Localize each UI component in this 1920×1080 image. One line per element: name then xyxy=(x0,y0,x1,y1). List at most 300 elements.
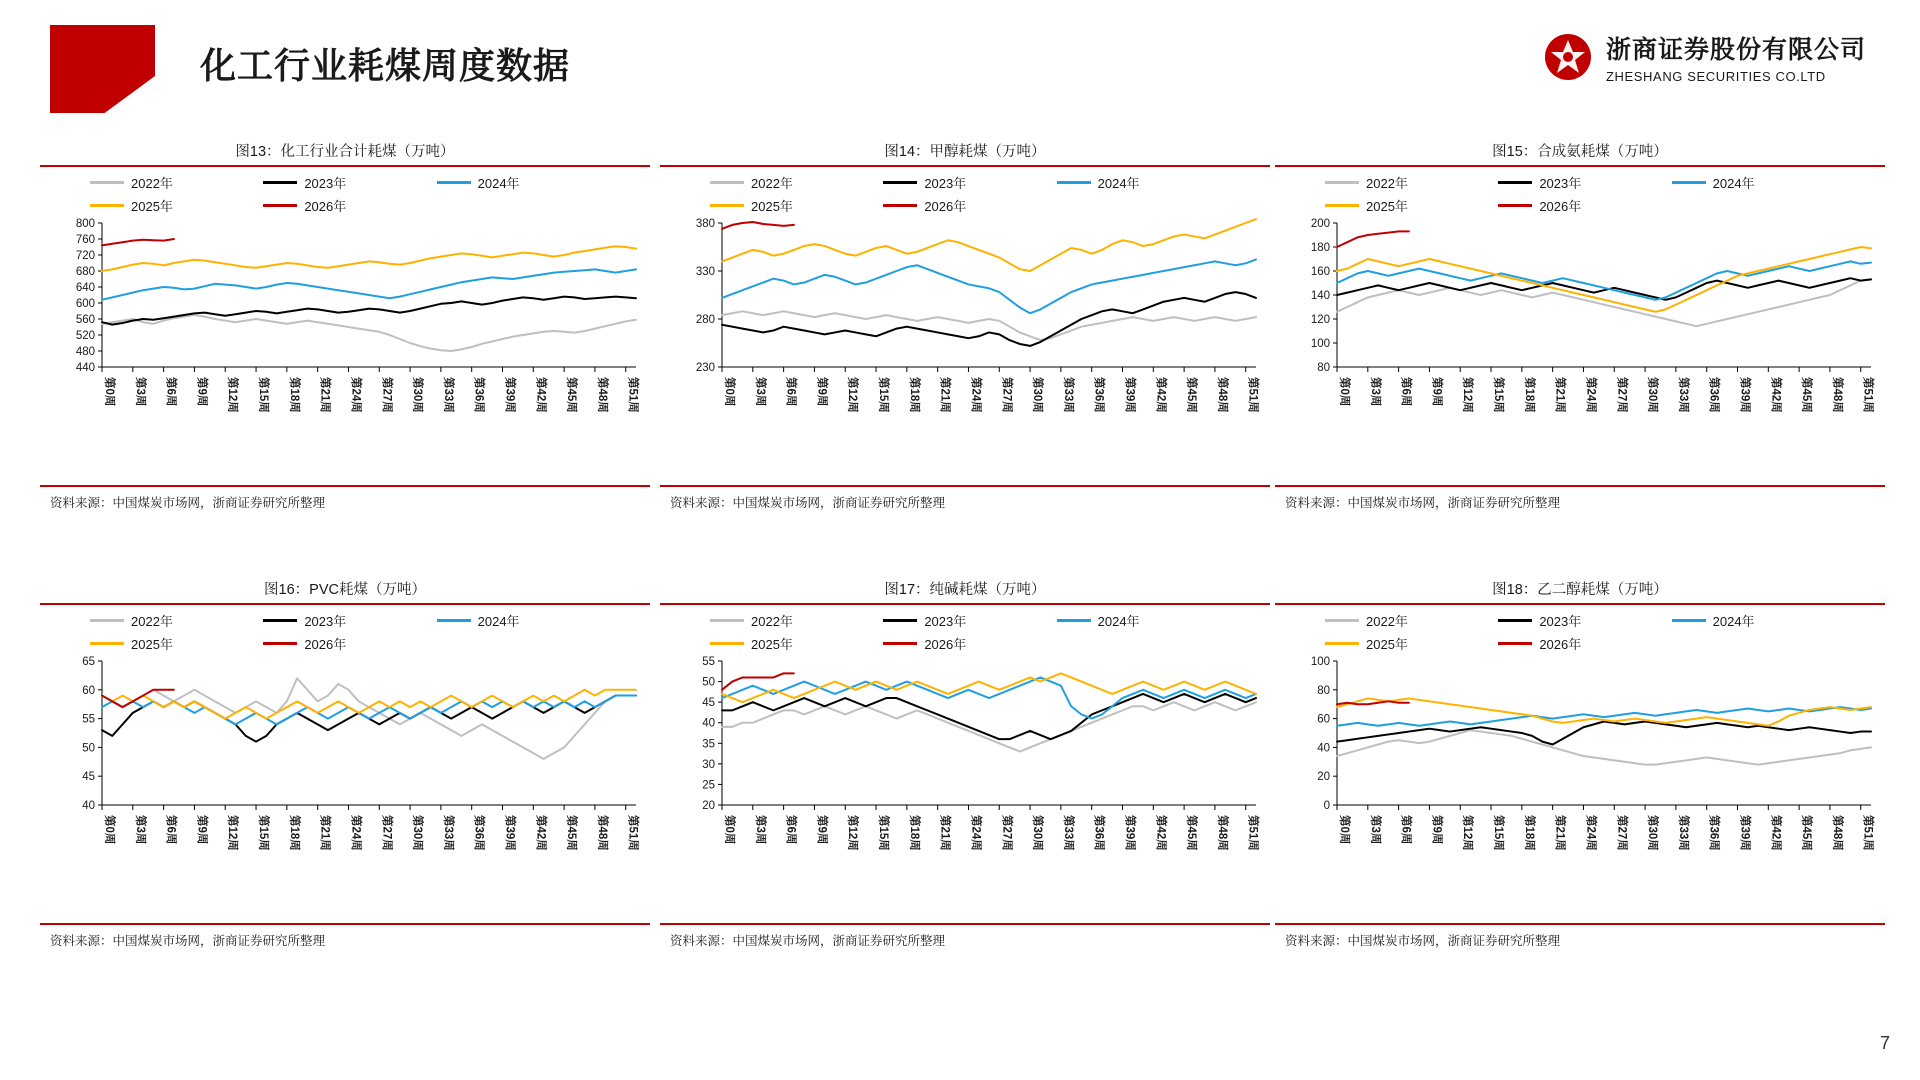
legend-swatch-icon xyxy=(710,642,744,645)
legend-swatch-icon xyxy=(1672,619,1706,622)
svg-text:180: 180 xyxy=(1310,242,1330,254)
legend-swatch-icon xyxy=(1325,642,1359,645)
svg-text:25: 25 xyxy=(702,779,715,792)
svg-text:第39周: 第39周 xyxy=(1738,815,1751,851)
svg-text:第33周: 第33周 xyxy=(1061,377,1074,413)
svg-text:第21周: 第21周 xyxy=(938,815,951,851)
legend-label: 2022年 xyxy=(1366,614,1408,629)
svg-text:20: 20 xyxy=(1317,771,1330,784)
svg-text:第21周: 第21周 xyxy=(318,815,331,851)
svg-text:480: 480 xyxy=(75,346,95,358)
chart-legend xyxy=(40,605,650,655)
legend-swatch-icon xyxy=(710,204,744,207)
svg-text:第18周: 第18周 xyxy=(287,377,300,413)
svg-text:第6周: 第6周 xyxy=(1399,377,1412,407)
chart-legend xyxy=(660,167,1270,217)
legend-swatch-icon xyxy=(437,619,471,622)
legend-item-2022年 xyxy=(90,611,263,630)
svg-text:第3周: 第3周 xyxy=(753,377,766,407)
svg-text:280: 280 xyxy=(695,314,715,326)
svg-text:第30周: 第30周 xyxy=(411,377,424,413)
svg-text:760: 760 xyxy=(75,234,95,246)
svg-text:第18周: 第18周 xyxy=(1522,377,1535,413)
svg-text:第12周: 第12周 xyxy=(846,377,859,413)
svg-text:第6周: 第6周 xyxy=(784,815,797,845)
svg-text:55: 55 xyxy=(702,656,715,668)
legend-label: 2026年 xyxy=(924,637,967,652)
chart-panel-fig14 xyxy=(660,140,1270,560)
svg-text:第45周: 第45周 xyxy=(1800,377,1813,413)
svg-text:第15周: 第15周 xyxy=(877,815,890,851)
series-line-2022年 xyxy=(722,702,1256,751)
svg-text:第3周: 第3周 xyxy=(1368,377,1381,407)
legend-item-2022年 xyxy=(1325,611,1498,630)
svg-text:第6周: 第6周 xyxy=(164,377,177,407)
svg-text:第24周: 第24周 xyxy=(349,815,362,851)
svg-text:第33周: 第33周 xyxy=(441,377,454,413)
logo-company-name-cn: 浙商证券股份有限公司 xyxy=(1605,36,1866,64)
chart-plot-fig16 xyxy=(40,655,650,923)
svg-text:50: 50 xyxy=(702,676,715,689)
legend-item-2025年 xyxy=(90,634,263,653)
svg-text:第51周: 第51周 xyxy=(626,815,639,851)
svg-text:40: 40 xyxy=(1317,742,1330,755)
legend-swatch-icon xyxy=(1325,619,1359,622)
svg-text:第45周: 第45周 xyxy=(1185,815,1198,851)
svg-text:第21周: 第21周 xyxy=(1553,815,1566,851)
svg-text:第27周: 第27周 xyxy=(1000,377,1013,413)
legend-swatch-icon xyxy=(1498,181,1532,184)
legend-swatch-icon xyxy=(1498,204,1532,207)
chart-panel-fig15 xyxy=(1275,140,1885,560)
svg-text:第42周: 第42周 xyxy=(1154,377,1167,413)
svg-text:第39周: 第39周 xyxy=(1123,815,1136,851)
legend-item-2023年 xyxy=(1498,173,1671,192)
logo-company-name-en: ZHESHANG SECURITIES CO.LTD xyxy=(1605,69,1826,84)
svg-text:720: 720 xyxy=(75,250,95,262)
legend-label: 2025年 xyxy=(751,637,793,652)
svg-text:第45周: 第45周 xyxy=(1800,815,1813,851)
svg-text:第9周: 第9周 xyxy=(815,377,828,407)
chart-panel-fig17 xyxy=(660,578,1270,998)
svg-text:第39周: 第39周 xyxy=(1123,377,1136,413)
legend-swatch-icon xyxy=(1057,181,1091,184)
svg-text:第18周: 第18周 xyxy=(287,815,300,851)
chart-source-note: 资料来源：中国煤炭市场网，浙商证券研究所整理 xyxy=(1285,934,1561,948)
svg-text:60: 60 xyxy=(1317,713,1330,726)
svg-text:第0周: 第0周 xyxy=(723,377,735,407)
svg-text:第21周: 第21周 xyxy=(1553,377,1566,413)
legend-swatch-icon xyxy=(883,642,917,645)
svg-text:330: 330 xyxy=(695,266,715,278)
legend-swatch-icon xyxy=(90,642,124,645)
series-line-2026年 xyxy=(722,222,794,229)
legend-label: 2022年 xyxy=(131,614,173,629)
svg-text:第48周: 第48周 xyxy=(1215,377,1228,413)
chart-source-note: 资料来源：中国煤炭市场网，浙商证券研究所整理 xyxy=(50,496,326,510)
svg-text:440: 440 xyxy=(75,362,95,374)
svg-text:600: 600 xyxy=(75,298,95,310)
plot-area xyxy=(1275,217,1885,485)
svg-text:第6周: 第6周 xyxy=(784,377,797,407)
legend-swatch-icon xyxy=(1672,181,1706,184)
series-line-2025年 xyxy=(102,690,636,719)
svg-text:第39周: 第39周 xyxy=(503,815,516,851)
series-line-2025年 xyxy=(1337,247,1871,312)
legend-item-2025年 xyxy=(710,634,883,653)
company-logo xyxy=(1544,30,1866,84)
svg-text:520: 520 xyxy=(75,330,95,342)
legend-item-2025年 xyxy=(90,196,263,215)
svg-text:120: 120 xyxy=(1310,314,1330,326)
chart-source-note: 资料来源：中国煤炭市场网，浙商证券研究所整理 xyxy=(1285,496,1561,510)
chart-legend xyxy=(1275,605,1885,655)
chart-source-note: 资料来源：中国煤炭市场网，浙商证券研究所整理 xyxy=(670,934,946,948)
svg-text:40: 40 xyxy=(702,717,715,730)
svg-text:160: 160 xyxy=(1310,266,1330,278)
legend-swatch-icon xyxy=(1325,204,1359,207)
legend-label: 2022年 xyxy=(751,614,793,629)
svg-text:第51周: 第51周 xyxy=(1861,377,1874,413)
page-title: 化工行业耗煤周度数据 xyxy=(200,45,571,86)
svg-text:第51周: 第51周 xyxy=(1861,815,1874,851)
legend-item-2025年 xyxy=(710,196,883,215)
svg-text:第48周: 第48周 xyxy=(1215,815,1228,851)
legend-label: 2026年 xyxy=(924,199,967,214)
svg-text:80: 80 xyxy=(1317,362,1330,374)
svg-text:800: 800 xyxy=(75,218,95,230)
legend-item-2023年 xyxy=(883,611,1056,630)
legend-item-2023年 xyxy=(263,173,436,192)
legend-label: 2026年 xyxy=(1539,199,1582,214)
svg-text:第12周: 第12周 xyxy=(226,815,239,851)
svg-text:第42周: 第42周 xyxy=(1769,377,1782,413)
svg-text:第30周: 第30周 xyxy=(1031,377,1044,413)
chart-plot-fig13 xyxy=(40,217,650,485)
legend-swatch-icon xyxy=(883,204,917,207)
legend-label: 2022年 xyxy=(131,176,173,191)
legend-swatch-icon xyxy=(1325,181,1359,184)
svg-text:60: 60 xyxy=(82,684,95,697)
chart-panel-fig16 xyxy=(40,578,650,998)
legend-label: 2026年 xyxy=(1539,637,1582,652)
legend-item-2022年 xyxy=(710,173,883,192)
red-flag-decoration xyxy=(50,25,155,113)
svg-text:第42周: 第42周 xyxy=(1769,815,1782,851)
svg-text:第45周: 第45周 xyxy=(565,377,578,413)
svg-text:第36周: 第36周 xyxy=(1092,377,1105,413)
svg-text:第12周: 第12周 xyxy=(846,815,859,851)
legend-label: 2025年 xyxy=(131,199,173,214)
series-line-2026年 xyxy=(1337,231,1409,247)
legend-swatch-icon xyxy=(437,181,471,184)
svg-text:第48周: 第48周 xyxy=(595,815,608,851)
svg-text:第24周: 第24周 xyxy=(1584,377,1597,413)
legend-swatch-icon xyxy=(90,181,124,184)
legend-item-2026年 xyxy=(263,634,436,653)
legend-label: 2026年 xyxy=(304,637,347,652)
series-line-2023年 xyxy=(722,694,1256,739)
svg-text:第33周: 第33周 xyxy=(1061,815,1074,851)
legend-swatch-icon xyxy=(1498,619,1532,622)
svg-text:第36周: 第36周 xyxy=(1707,377,1720,413)
svg-text:第21周: 第21周 xyxy=(318,377,331,413)
legend-label: 2023年 xyxy=(1539,176,1582,191)
svg-text:第0周: 第0周 xyxy=(1338,815,1350,845)
svg-text:0: 0 xyxy=(1323,800,1330,812)
legend-label: 2025年 xyxy=(1366,637,1408,652)
legend-item-2022年 xyxy=(710,611,883,630)
legend-item-2022年 xyxy=(90,173,263,192)
svg-text:第9周: 第9周 xyxy=(195,815,208,845)
legend-item-2026年 xyxy=(883,196,1056,215)
svg-text:第9周: 第9周 xyxy=(195,377,208,407)
svg-text:第3周: 第3周 xyxy=(1368,815,1381,845)
svg-text:20: 20 xyxy=(702,800,715,812)
svg-text:第27周: 第27周 xyxy=(380,815,393,851)
legend-label: 2023年 xyxy=(304,176,347,191)
svg-text:第0周: 第0周 xyxy=(723,815,735,845)
legend-label: 2025年 xyxy=(1366,199,1408,214)
legend-label: 2024年 xyxy=(1097,614,1140,629)
plot-area xyxy=(40,655,650,923)
legend-swatch-icon xyxy=(883,619,917,622)
page-number: 7 xyxy=(1879,1033,1890,1053)
svg-text:55: 55 xyxy=(82,713,95,726)
svg-text:第45周: 第45周 xyxy=(565,815,578,851)
legend-item-2023年 xyxy=(1498,611,1671,630)
legend-swatch-icon xyxy=(263,619,297,622)
series-line-2026年 xyxy=(102,239,174,245)
legend-item-2024年 xyxy=(1672,611,1845,630)
svg-text:第27周: 第27周 xyxy=(380,377,393,413)
series-line-2024年 xyxy=(102,696,636,725)
svg-text:第9周: 第9周 xyxy=(815,815,828,845)
svg-text:第12周: 第12周 xyxy=(1461,815,1474,851)
svg-text:40: 40 xyxy=(82,800,95,812)
series-line-2025年 xyxy=(722,219,1256,271)
svg-text:第24周: 第24周 xyxy=(1584,815,1597,851)
series-line-2022年 xyxy=(102,315,636,351)
legend-item-2023年 xyxy=(263,611,436,630)
chart-title: 图13：化工行业合计耗煤（万吨） xyxy=(235,144,455,160)
chart-title: 图18：乙二醇耗煤（万吨） xyxy=(1492,582,1668,598)
legend-label: 2026年 xyxy=(304,199,347,214)
svg-text:200: 200 xyxy=(1310,218,1330,230)
legend-swatch-icon xyxy=(90,619,124,622)
legend-swatch-icon xyxy=(710,181,744,184)
chart-legend xyxy=(660,605,1270,655)
chart-source-note: 资料来源：中国煤炭市场网，浙商证券研究所整理 xyxy=(670,496,946,510)
svg-text:第30周: 第30周 xyxy=(1031,815,1044,851)
svg-text:380: 380 xyxy=(695,218,715,230)
svg-text:第51周: 第51周 xyxy=(1246,815,1259,851)
svg-text:第33周: 第33周 xyxy=(1676,377,1689,413)
svg-text:第51周: 第51周 xyxy=(626,377,639,413)
svg-text:第33周: 第33周 xyxy=(441,815,454,851)
legend-item-2024年 xyxy=(437,173,610,192)
legend-swatch-icon xyxy=(263,642,297,645)
svg-text:第48周: 第48周 xyxy=(1830,377,1843,413)
legend-item-2026年 xyxy=(263,196,436,215)
legend-label: 2022年 xyxy=(1366,176,1408,191)
svg-text:50: 50 xyxy=(82,742,95,755)
series-line-2025年 xyxy=(102,246,636,271)
plot-area xyxy=(1275,655,1885,923)
chart-title: 图16：PVC耗煤（万吨） xyxy=(264,582,426,598)
svg-text:第9周: 第9周 xyxy=(1430,377,1443,407)
svg-text:第48周: 第48周 xyxy=(1830,815,1843,851)
legend-label: 2024年 xyxy=(1712,614,1755,629)
svg-text:第33周: 第33周 xyxy=(1676,815,1689,851)
series-line-2022年 xyxy=(722,311,1256,340)
svg-text:第18周: 第18周 xyxy=(907,815,920,851)
svg-text:65: 65 xyxy=(82,656,95,668)
svg-text:第6周: 第6周 xyxy=(164,815,177,845)
svg-text:230: 230 xyxy=(695,362,715,374)
plot-area xyxy=(660,217,1270,485)
chart-panel-fig18 xyxy=(1275,578,1885,998)
legend-label: 2023年 xyxy=(924,614,967,629)
chart-title: 图17：纯碱耗煤（万吨） xyxy=(884,582,1046,598)
legend-label: 2024年 xyxy=(1712,176,1755,191)
series-line-2024年 xyxy=(722,259,1256,313)
plot-area xyxy=(660,655,1270,923)
legend-swatch-icon xyxy=(1498,642,1532,645)
svg-text:第0周: 第0周 xyxy=(1338,377,1350,407)
svg-text:第51周: 第51周 xyxy=(1246,377,1259,413)
legend-label: 2025年 xyxy=(751,199,793,214)
svg-text:第3周: 第3周 xyxy=(133,815,146,845)
svg-text:第48周: 第48周 xyxy=(595,377,608,413)
legend-label: 2024年 xyxy=(477,176,520,191)
svg-text:第36周: 第36周 xyxy=(1092,815,1105,851)
svg-text:第36周: 第36周 xyxy=(472,815,485,851)
svg-text:第18周: 第18周 xyxy=(907,377,920,413)
svg-text:第12周: 第12周 xyxy=(1461,377,1474,413)
chart-plot-fig17 xyxy=(660,655,1270,923)
svg-text:第36周: 第36周 xyxy=(472,377,485,413)
svg-text:第30周: 第30周 xyxy=(411,815,424,851)
legend-swatch-icon xyxy=(883,181,917,184)
svg-text:45: 45 xyxy=(702,697,715,710)
legend-swatch-icon xyxy=(710,619,744,622)
svg-text:第24周: 第24周 xyxy=(969,815,982,851)
chart-source-note: 资料来源：中国煤炭市场网，浙商证券研究所整理 xyxy=(50,934,326,948)
series-line-2023年 xyxy=(102,297,636,325)
logo-mark-icon xyxy=(1544,33,1592,81)
chart-plot-fig15 xyxy=(1275,217,1885,485)
svg-text:第45周: 第45周 xyxy=(1185,377,1198,413)
legend-item-2024年 xyxy=(437,611,610,630)
svg-text:680: 680 xyxy=(75,266,95,278)
svg-text:第15周: 第15周 xyxy=(257,377,270,413)
page-header xyxy=(0,0,1920,140)
chart-legend xyxy=(1275,167,1885,217)
svg-text:第3周: 第3周 xyxy=(133,377,146,407)
svg-text:第12周: 第12周 xyxy=(226,377,239,413)
legend-item-2026年 xyxy=(1498,634,1671,653)
legend-swatch-icon xyxy=(263,204,297,207)
svg-text:第18周: 第18周 xyxy=(1522,815,1535,851)
legend-item-2025年 xyxy=(1325,634,1498,653)
legend-label: 2024年 xyxy=(477,614,520,629)
legend-item-2024年 xyxy=(1057,173,1230,192)
series-line-2024年 xyxy=(1337,707,1871,726)
legend-label: 2024年 xyxy=(1097,176,1140,191)
svg-text:第39周: 第39周 xyxy=(1738,377,1751,413)
svg-text:80: 80 xyxy=(1317,684,1330,697)
svg-text:第42周: 第42周 xyxy=(1154,815,1167,851)
svg-text:第3周: 第3周 xyxy=(753,815,766,845)
legend-label: 2023年 xyxy=(1539,614,1582,629)
svg-text:第15周: 第15周 xyxy=(1492,815,1505,851)
svg-text:第24周: 第24周 xyxy=(349,377,362,413)
legend-item-2022年 xyxy=(1325,173,1498,192)
legend-item-2024年 xyxy=(1057,611,1230,630)
svg-text:第27周: 第27周 xyxy=(1000,815,1013,851)
legend-label: 2025年 xyxy=(131,637,173,652)
svg-text:第24周: 第24周 xyxy=(969,377,982,413)
series-line-2023年 xyxy=(1337,278,1871,300)
svg-text:第27周: 第27周 xyxy=(1615,377,1628,413)
svg-text:第0周: 第0周 xyxy=(103,377,115,407)
legend-swatch-icon xyxy=(1057,619,1091,622)
svg-text:第21周: 第21周 xyxy=(938,377,951,413)
legend-item-2026年 xyxy=(883,634,1056,653)
svg-text:第36周: 第36周 xyxy=(1707,815,1720,851)
chart-legend xyxy=(40,167,650,217)
svg-text:第30周: 第30周 xyxy=(1646,815,1659,851)
svg-text:100: 100 xyxy=(1310,338,1330,350)
svg-text:30: 30 xyxy=(702,758,715,771)
svg-text:第6周: 第6周 xyxy=(1399,815,1412,845)
svg-text:第15周: 第15周 xyxy=(877,377,890,413)
series-line-2022年 xyxy=(1337,730,1871,765)
legend-swatch-icon xyxy=(263,181,297,184)
legend-label: 2023年 xyxy=(304,614,347,629)
svg-text:140: 140 xyxy=(1310,290,1330,302)
legend-item-2023年 xyxy=(883,173,1056,192)
svg-text:35: 35 xyxy=(702,738,715,751)
legend-item-2024年 xyxy=(1672,173,1845,192)
svg-text:第9周: 第9周 xyxy=(1430,815,1443,845)
plot-area xyxy=(40,217,650,485)
svg-text:640: 640 xyxy=(75,282,95,294)
svg-text:第15周: 第15周 xyxy=(257,815,270,851)
chart-title: 图15：合成氨耗煤（万吨） xyxy=(1492,144,1668,160)
chart-plot-fig18 xyxy=(1275,655,1885,923)
svg-text:第39周: 第39周 xyxy=(503,377,516,413)
svg-text:100: 100 xyxy=(1310,656,1330,668)
svg-text:第15周: 第15周 xyxy=(1492,377,1505,413)
legend-swatch-icon xyxy=(90,204,124,207)
legend-item-2025年 xyxy=(1325,196,1498,215)
svg-text:45: 45 xyxy=(82,771,95,784)
series-line-2024年 xyxy=(102,269,636,299)
svg-text:第30周: 第30周 xyxy=(1646,377,1659,413)
svg-text:第0周: 第0周 xyxy=(103,815,115,845)
svg-text:第42周: 第42周 xyxy=(534,815,547,851)
series-line-2026年 xyxy=(1337,701,1409,704)
legend-item-2026年 xyxy=(1498,196,1671,215)
chart-title: 图14：甲醇耗煤（万吨） xyxy=(884,144,1046,160)
svg-text:560: 560 xyxy=(75,314,95,326)
svg-text:第42周: 第42周 xyxy=(534,377,547,413)
legend-label: 2022年 xyxy=(751,176,793,191)
legend-label: 2023年 xyxy=(924,176,967,191)
chart-plot-fig14 xyxy=(660,217,1270,485)
